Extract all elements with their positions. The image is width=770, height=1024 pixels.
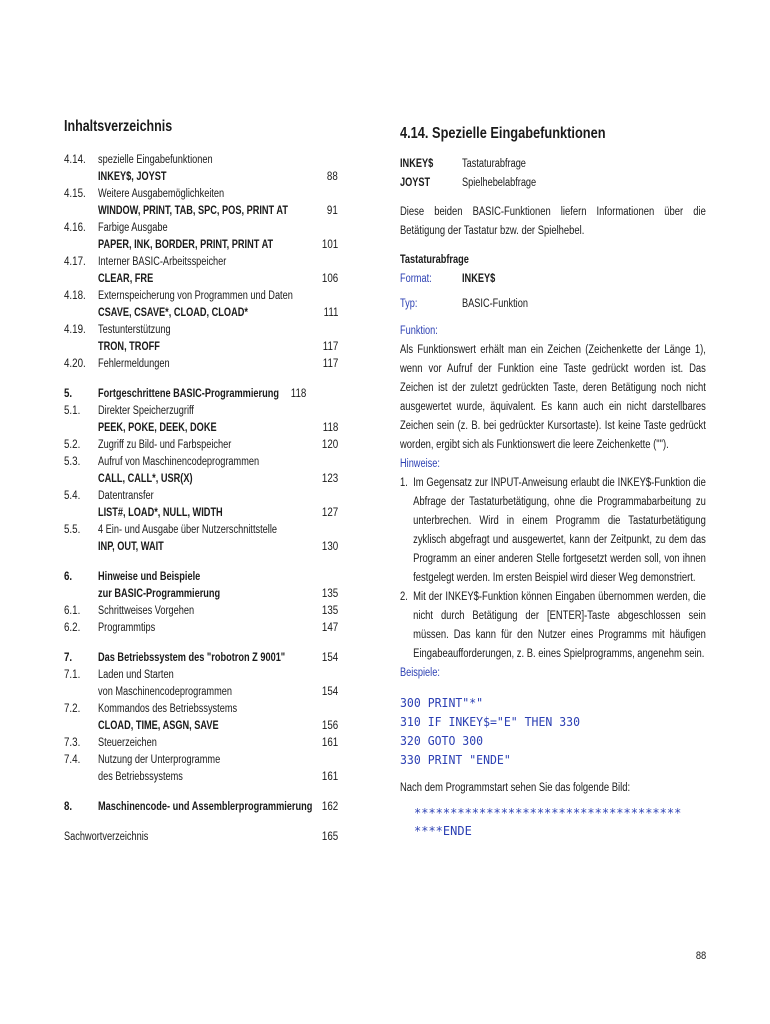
toc-entry: [64, 667, 344, 684]
toc-entry: [64, 169, 344, 186]
toc-entry-number: 4.16.: [64, 222, 86, 234]
toc-entry-page: 106: [321, 273, 338, 285]
toc-entry-text: WINDOW, PRINT, TAB, SPC, POS, PRINT AT: [98, 205, 288, 217]
toc-entry: [64, 254, 344, 271]
toc-entry-number: 4.18.: [64, 290, 86, 302]
toc-entry-number: 6.: [64, 571, 73, 583]
toc-entry-number: 5.1.: [64, 405, 81, 417]
toc-title: Inhaltsverzeichnis: [64, 118, 173, 135]
toc-entry: [64, 186, 344, 203]
toc-entry: [64, 305, 344, 322]
toc-entry: [64, 505, 344, 522]
toc-entry-page: 135: [321, 605, 338, 617]
toc-entry-text: Maschinencode- und Assemblerprogrammierung: [98, 801, 313, 813]
hint-item: [400, 588, 706, 664]
page-number: 88: [695, 950, 706, 962]
function-name: INKEY$: [400, 158, 434, 170]
screen-line: *************************************: [414, 806, 682, 820]
screen-output: [400, 804, 706, 840]
function-desc: Spielhebelabfrage: [462, 177, 537, 189]
toc-entry-number: 5.4.: [64, 490, 81, 502]
toc-entry-text: spezielle Eingabefunktionen: [98, 154, 213, 166]
toc-entry-text: von Maschinencodeprogrammen: [98, 686, 232, 698]
toc-entry-text: Testunterstützung: [98, 324, 171, 336]
function-row: [400, 174, 706, 193]
toc-entry: [64, 271, 344, 288]
toc-entry-number: 6.1.: [64, 605, 81, 617]
section-content: [400, 124, 706, 840]
toc-entry-text: Interner BASIC-Arbeitsspeicher: [98, 256, 227, 268]
toc-entry-number: 4.19.: [64, 324, 86, 336]
toc-list: [64, 152, 344, 846]
toc-entry-text: CLOAD, TIME, ASGN, SAVE: [98, 720, 219, 732]
code-line: 300 PRINT"*": [400, 695, 484, 710]
toc-entry-page: 120: [321, 439, 338, 451]
toc-spacer: [64, 786, 344, 799]
toc-entry-number: 7.4.: [64, 754, 81, 766]
function-row: [400, 155, 706, 174]
toc-entry-page: 118: [322, 422, 338, 434]
toc-entry: [64, 386, 344, 403]
toc-entry-text: CSAVE, CSAVE*, CLOAD, CLOAD*: [98, 307, 248, 319]
toc-entry: [64, 356, 344, 373]
toc-entry-text: Externspeicherung von Programmen und Daten: [98, 290, 293, 302]
toc-entry-text: INKEY$, JOYST: [98, 171, 167, 183]
toc-entry: [64, 420, 344, 437]
toc-entry-number: 4.14.: [64, 154, 86, 166]
code-listing: [400, 693, 706, 769]
toc-entry: [64, 437, 344, 454]
toc-entry: [64, 586, 344, 603]
hint-text: Mit der INKEY$-Funktion können Eingaben übernommen werden, die nicht durch Betätigung der [ENTER]-Taste abgeschlossen sein müssen. Das kann für den Nutzer eines Programms mit häufigen Eingabeaufforderungen, z. B. eines Spielprogramms, angenehm sein.: [413, 591, 706, 660]
beispiele-label: Beispiele:: [400, 667, 440, 679]
hint-item: [400, 474, 706, 588]
toc-entry-text: Kommandos des Betriebssystems: [98, 703, 238, 715]
toc-entry-text: Aufruf von Maschinencodeprogrammen: [98, 456, 260, 468]
toc-entry: [64, 684, 344, 701]
function-desc: Tastaturabfrage: [462, 158, 526, 170]
subsection-title: Tastaturabfrage: [400, 254, 469, 266]
section-title: 4.14. Spezielle Eingabefunktionen: [400, 125, 606, 142]
toc-entry: [64, 539, 344, 556]
toc-entry-number: 7.2.: [64, 703, 81, 715]
hint-number: 2.: [400, 591, 408, 603]
toc-entry-page: 147: [321, 622, 338, 634]
typ-row: [400, 295, 706, 314]
toc-entry-page: 111: [323, 307, 338, 319]
toc-entry-number: 7.: [64, 652, 73, 664]
toc-entry: [64, 288, 344, 305]
toc-entry-text: Programmtips: [98, 622, 156, 634]
toc-entry-number: 8.: [64, 801, 73, 813]
toc-entry: [64, 620, 344, 637]
toc-spacer: [64, 556, 344, 569]
toc-entry: [64, 152, 344, 169]
toc-entry: [64, 220, 344, 237]
toc-entry: [64, 799, 344, 816]
function-name: JOYST: [400, 177, 431, 189]
toc-entry-page: 88: [327, 171, 338, 183]
toc-entry: [64, 701, 344, 718]
toc-entry-text: Hinweise und Beispiele: [98, 571, 201, 583]
toc-spacer: [64, 816, 344, 829]
toc-entry-page: 161: [321, 771, 338, 783]
code-line: 330 PRINT "ENDE": [400, 752, 511, 767]
code-line: 310 IF INKEY$="E" THEN 330: [400, 714, 581, 729]
toc-entry-text: LIST#, LOAD*, NULL, WIDTH: [98, 507, 223, 519]
toc-entry-text: PAPER, INK, BORDER, PRINT, PRINT AT: [98, 239, 274, 251]
toc-entry: [64, 829, 344, 846]
toc-entry-page: 162: [321, 801, 338, 813]
format-row: [400, 270, 706, 289]
toc-entry-text: INP, OUT, WAIT: [98, 541, 164, 553]
toc-entry-text: Direkter Speicherzugriff: [98, 405, 194, 417]
intro-paragraph: Diese beiden BASIC-Funktionen liefern Informationen über die Betätigung der Tastatur bzw. der Spielhebel.: [400, 206, 706, 237]
toc-entry-page: 123: [321, 473, 338, 485]
hint-text: Im Gegensatz zur INPUT-Anweisung erlaubt die INKEY$-Funktion die Abfrage der Tastaturbetätigung, ohne die Programmabarbeitung zu unterbrechen. Wird in einem Programm die Tastaturbetätigung zyklisch abgefragt und ausgewertet, kann der Zeitpunkt, zu dem das Programm an einer anderen Stelle fortgesetzt werden soll, von ihnen festgelegt werden. Im ersten Beispiel wird dieser Weg demonstriert.: [413, 477, 706, 584]
toc-entry-text: CALL, CALL*, USR(X): [98, 473, 193, 485]
toc-entry-number: 5.3.: [64, 456, 81, 468]
toc-entry-text: Nutzung der Unterprogramme: [98, 754, 221, 766]
funktion-text: Als Funktionswert erhält man ein Zeichen (Zeichenkette der Länge 1), wenn vor Aufruf der Funktion eine Taste gedrückt worden ist. Das Zeichen ist der zuletzt gedrückten Taste, deren Betätigung noch nicht ausgewertet wurde, äquivalent. Es kann auch ein nicht darstellbares Zeichen sein (z. B. bei gedrückter Kursortaste). Ist keine Taste gedrückt worden, ergibt sich als Funktionswert die leere Zeichenkette ("").: [400, 344, 706, 451]
toc-entry-text: Schrittweises Vorgehen: [98, 605, 195, 617]
toc-entry-text: zur BASIC-Programmierung: [98, 588, 221, 600]
toc-entry-number: 5.: [64, 388, 73, 400]
toc-entry-text: Datentransfer: [98, 490, 154, 502]
toc-entry-page: 135: [321, 588, 338, 600]
toc-entry-text: Zugriff zu Bild- und Farbspeicher: [98, 439, 232, 451]
after-code-text: Nach dem Programmstart sehen Sie das folgende Bild:: [400, 782, 631, 794]
toc-entry-page: 117: [322, 358, 338, 370]
toc-spacer: [64, 373, 344, 386]
toc-entry: [64, 735, 344, 752]
toc-entry-number: 5.5.: [64, 524, 81, 536]
toc-entry: [64, 403, 344, 420]
funktion-label: Funktion:: [400, 325, 438, 337]
toc-entry-page: 117: [322, 341, 338, 353]
toc-entry-text: Laden und Starten: [98, 669, 174, 681]
toc-entry-text: TRON, TROFF: [98, 341, 160, 353]
toc-entry: [64, 650, 344, 667]
toc-entry-text: Sachwortverzeichnis: [64, 831, 149, 843]
toc-entry: [64, 322, 344, 339]
toc-entry-number: 4.17.: [64, 256, 86, 268]
toc-entry: [64, 471, 344, 488]
toc-entry-page: 154: [321, 652, 338, 664]
toc-entry-number: 7.3.: [64, 737, 81, 749]
toc-entry-text: Weitere Ausgabemöglichkeiten: [98, 188, 225, 200]
toc-entry-page: 101: [321, 239, 338, 251]
toc-spacer: [64, 637, 344, 650]
toc-entry-text: 4 Ein- und Ausgabe über Nutzerschnittstelle: [98, 524, 277, 536]
toc-entry: [64, 522, 344, 539]
toc-entry-text: Fortgeschrittene BASIC-Programmierung: [98, 388, 279, 400]
typ-label: Typ:: [400, 298, 418, 310]
hinweise-label: Hinweise:: [400, 458, 440, 470]
toc-entry-number: 4.15.: [64, 188, 86, 200]
toc-entry-text: Fehlermeldungen: [98, 358, 170, 370]
toc-entry: [64, 339, 344, 356]
toc-entry-page: 127: [321, 507, 338, 519]
table-of-contents: [64, 118, 344, 846]
toc-entry-number: 4.20.: [64, 358, 86, 370]
toc-entry-number: 6.2.: [64, 622, 81, 634]
toc-entry: [64, 769, 344, 786]
code-line: 320 GOTO 300: [400, 733, 484, 748]
toc-entry-number: 5.2.: [64, 439, 81, 451]
toc-entry-page: 130: [321, 541, 338, 553]
toc-entry-page: 118: [290, 388, 306, 400]
screen-line: ****ENDE: [414, 824, 472, 838]
toc-entry-text: Farbige Ausgabe: [98, 222, 168, 234]
toc-entry-text: Steuerzeichen: [98, 737, 157, 749]
toc-entry-page: 161: [321, 737, 338, 749]
typ-value: BASIC-Funktion: [462, 298, 528, 310]
toc-entry: [64, 718, 344, 735]
toc-entry-page: 165: [321, 831, 338, 843]
toc-entry: [64, 603, 344, 620]
toc-entry-text: Das Betriebssystem des "robotron Z 9001": [98, 652, 286, 664]
toc-entry: [64, 237, 344, 254]
toc-entry: [64, 752, 344, 769]
hint-number: 1.: [400, 477, 408, 489]
toc-entry: [64, 488, 344, 505]
toc-entry: [64, 454, 344, 471]
toc-entry-text: des Betriebssystems: [98, 771, 183, 783]
format-value: INKEY$: [462, 273, 496, 285]
toc-entry-page: 91: [327, 205, 338, 217]
toc-entry-text: CLEAR, FRE: [98, 273, 154, 285]
toc-entry: [64, 203, 344, 220]
toc-entry-text: PEEK, POKE, DEEK, DOKE: [98, 422, 217, 434]
toc-entry-page: 156: [321, 720, 338, 732]
toc-entry-page: 154: [321, 686, 338, 698]
format-label: Format:: [400, 273, 432, 285]
toc-entry: [64, 569, 344, 586]
toc-entry-number: 7.1.: [64, 669, 81, 681]
